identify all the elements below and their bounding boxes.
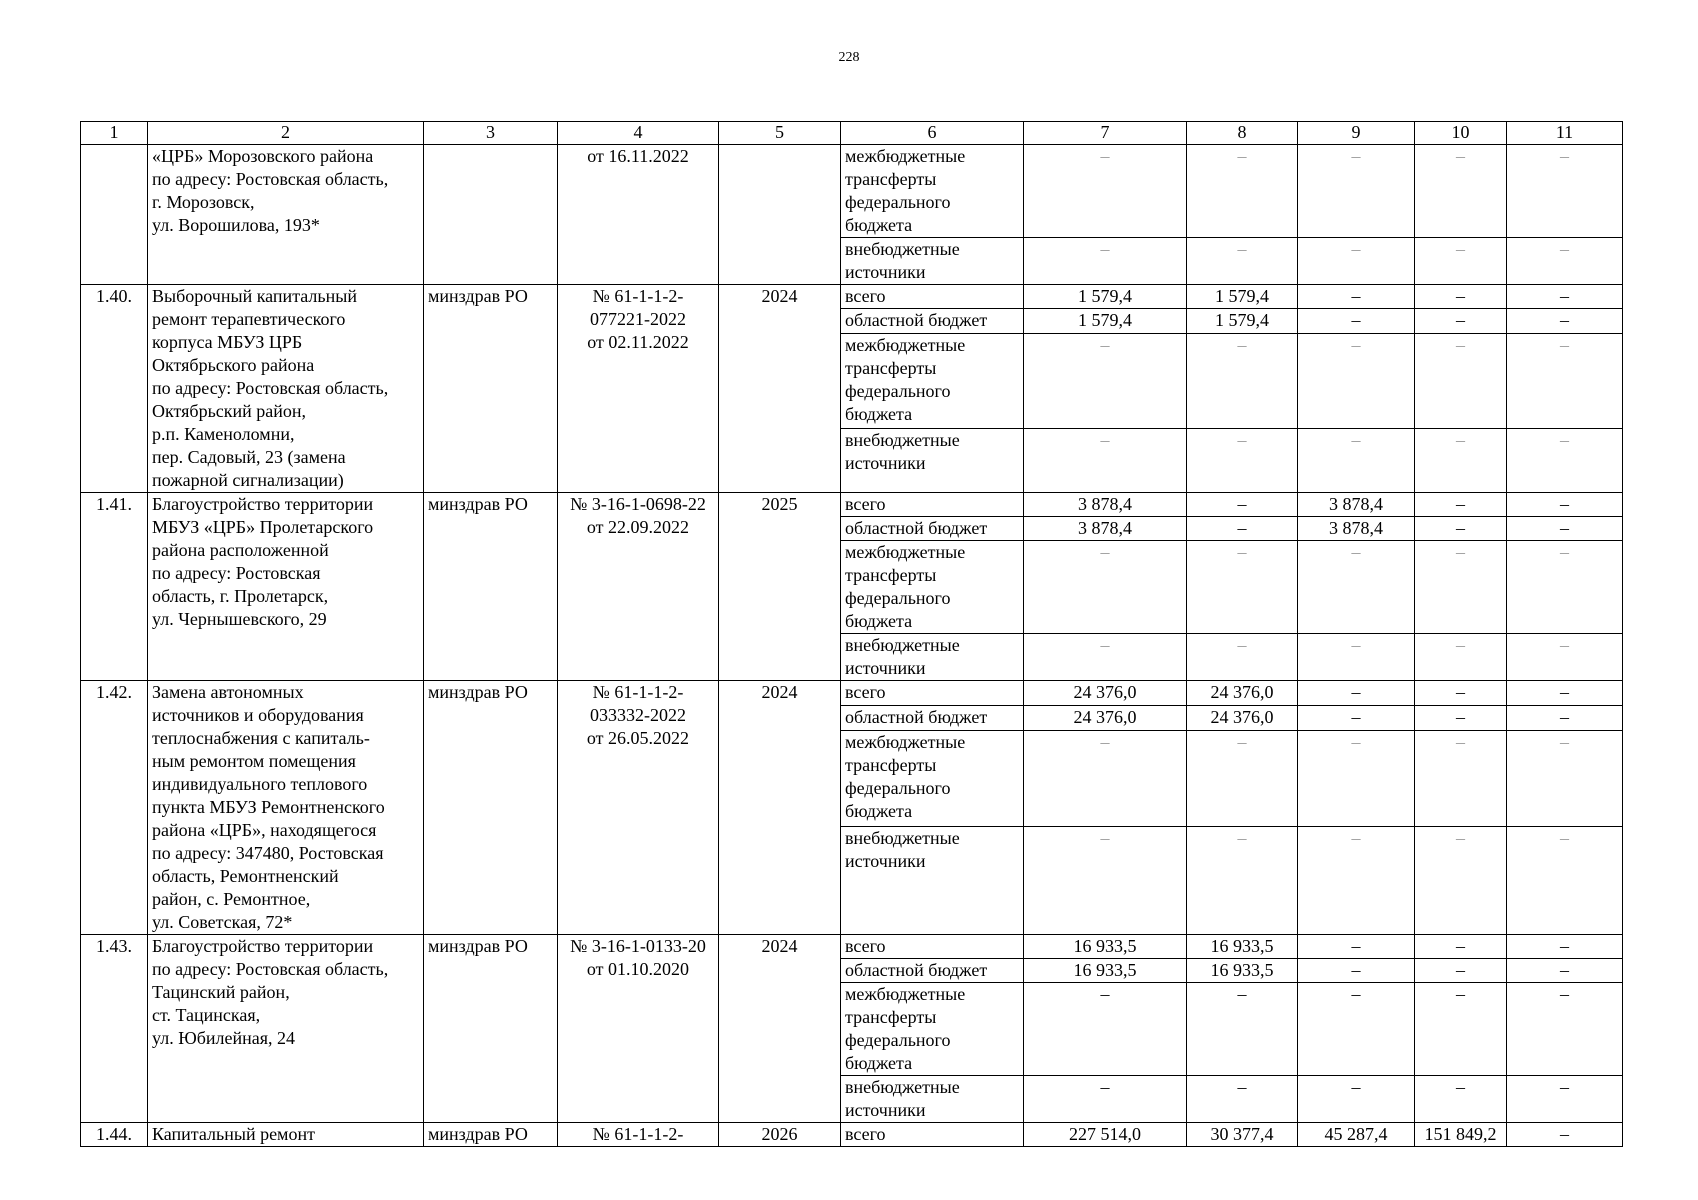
amount-cell: 24 376,0: [1187, 681, 1298, 706]
row-number-cell: 1.40.: [81, 285, 148, 493]
responsible-cell: минздрав РО: [424, 1123, 558, 1147]
table-row: [81, 681, 1623, 706]
amount-cell: –: [1024, 634, 1187, 681]
amount-cell: –: [1298, 541, 1415, 634]
header-row: [81, 122, 1623, 145]
funding-source-cell: областной бюджет: [841, 959, 1024, 983]
funding-source-cell: внебюджетные источники: [841, 826, 1024, 934]
amount-cell: –: [1507, 1076, 1623, 1123]
amount-cell: –: [1415, 935, 1507, 959]
amount-cell: –: [1415, 1076, 1507, 1123]
table-row: [81, 935, 1623, 959]
amount-cell: –: [1187, 238, 1298, 285]
amount-cell: 24 376,0: [1187, 705, 1298, 730]
column-header: 2: [148, 122, 424, 145]
funding-source-cell: всего: [841, 1123, 1024, 1147]
year-cell: 2026: [719, 1123, 841, 1147]
amount-cell: –: [1415, 238, 1507, 285]
funding-source-cell: областной бюджет: [841, 517, 1024, 541]
amount-cell: –: [1507, 634, 1623, 681]
amount-cell: –: [1507, 959, 1623, 983]
amount-cell: –: [1507, 826, 1623, 934]
amount-cell: –: [1187, 517, 1298, 541]
funding-source-cell: межбюджетные трансферты федерального бюджета: [841, 541, 1024, 634]
amount-cell: –: [1298, 1076, 1415, 1123]
amount-cell: 1 579,4: [1024, 309, 1187, 333]
amount-cell: –: [1415, 517, 1507, 541]
amount-cell: –: [1187, 730, 1298, 826]
funding-source-cell: внебюджетные источники: [841, 1076, 1024, 1123]
amount-cell: –: [1415, 959, 1507, 983]
column-header: 3: [424, 122, 558, 145]
funding-source-cell: всего: [841, 681, 1024, 706]
amount-cell: 45 287,4: [1298, 1123, 1415, 1147]
amount-cell: –: [1507, 1123, 1623, 1147]
amount-cell: –: [1298, 428, 1415, 492]
expertise-doc-cell: № 61-1-1-2- 077221-2022 от 02.11.2022: [558, 285, 719, 493]
year-cell: 2025: [719, 493, 841, 681]
amount-cell: –: [1415, 428, 1507, 492]
funding-source-cell: межбюджетные трансферты федерального бюджета: [841, 145, 1024, 238]
amount-cell: –: [1298, 935, 1415, 959]
amount-cell: –: [1298, 730, 1415, 826]
budget-table: [80, 121, 1623, 1147]
amount-cell: –: [1298, 826, 1415, 934]
responsible-cell: минздрав РО: [424, 493, 558, 681]
funding-source-cell: областной бюджет: [841, 705, 1024, 730]
amount-cell: –: [1507, 493, 1623, 517]
amount-cell: –: [1415, 145, 1507, 238]
amount-cell: –: [1507, 681, 1623, 706]
amount-cell: –: [1507, 705, 1623, 730]
amount-cell: –: [1298, 681, 1415, 706]
amount-cell: 16 933,5: [1187, 935, 1298, 959]
amount-cell: –: [1298, 983, 1415, 1076]
amount-cell: –: [1415, 826, 1507, 934]
row-number-cell: [81, 145, 148, 285]
amount-cell: 16 933,5: [1024, 935, 1187, 959]
amount-cell: –: [1415, 705, 1507, 730]
amount-cell: –: [1024, 145, 1187, 238]
amount-cell: –: [1507, 983, 1623, 1076]
object-name-cell: Благоустройство территории МБУЗ «ЦРБ» Пролетарского района расположенной по адресу: Ростовская область, г. Пролетарск, ул. Чернышевского, 29: [148, 493, 424, 681]
amount-cell: –: [1298, 959, 1415, 983]
amount-cell: 3 878,4: [1298, 517, 1415, 541]
amount-cell: –: [1415, 681, 1507, 706]
column-header: 1: [81, 122, 148, 145]
object-name-cell: Замена автономных источников и оборудования теплоснабжения с капиталь- ным ремонтом помещения индивидуального теплового пункта МБУЗ Ремонтненского района «ЦРБ», находящегося по адресу: 347480, Ростовская область, Ремонтненский район, с. Ремонтное, ул. Советская, 72*: [148, 681, 424, 935]
amount-cell: –: [1187, 983, 1298, 1076]
amount-cell: –: [1298, 705, 1415, 730]
column-header: 11: [1507, 122, 1623, 145]
amount-cell: 3 878,4: [1024, 517, 1187, 541]
responsible-cell: минздрав РО: [424, 935, 558, 1123]
table-row: [81, 1123, 1623, 1147]
funding-source-cell: межбюджетные трансферты федерального бюджета: [841, 333, 1024, 428]
column-header: 9: [1298, 122, 1415, 145]
amount-cell: 3 878,4: [1298, 493, 1415, 517]
amount-cell: –: [1507, 309, 1623, 333]
amount-cell: 16 933,5: [1024, 959, 1187, 983]
funding-source-cell: областной бюджет: [841, 309, 1024, 333]
amount-cell: –: [1024, 1076, 1187, 1123]
amount-cell: 30 377,4: [1187, 1123, 1298, 1147]
amount-cell: –: [1024, 238, 1187, 285]
funding-source-cell: межбюджетные трансферты федерального бюджета: [841, 983, 1024, 1076]
amount-cell: –: [1507, 428, 1623, 492]
column-header: 6: [841, 122, 1024, 145]
amount-cell: –: [1024, 333, 1187, 428]
amount-cell: –: [1507, 333, 1623, 428]
amount-cell: –: [1415, 285, 1507, 309]
amount-cell: –: [1187, 634, 1298, 681]
amount-cell: –: [1415, 730, 1507, 826]
amount-cell: –: [1187, 826, 1298, 934]
amount-cell: –: [1507, 541, 1623, 634]
amount-cell: –: [1415, 983, 1507, 1076]
amount-cell: –: [1415, 541, 1507, 634]
amount-cell: –: [1415, 493, 1507, 517]
amount-cell: 151 849,2: [1415, 1123, 1507, 1147]
object-name-cell: Благоустройство территории по адресу: Ростовская область, Тацинский район, ст. Тацинская, ул. Юбилейная, 24: [148, 935, 424, 1123]
year-cell: [719, 145, 841, 285]
amount-cell: 3 878,4: [1024, 493, 1187, 517]
amount-cell: 227 514,0: [1024, 1123, 1187, 1147]
amount-cell: –: [1298, 634, 1415, 681]
funding-source-cell: внебюджетные источники: [841, 238, 1024, 285]
expertise-doc-cell: № 3-16-1-0133-20 от 01.10.2020: [558, 935, 719, 1123]
amount-cell: –: [1507, 285, 1623, 309]
page-number: 228: [838, 50, 860, 65]
responsible-cell: [424, 145, 558, 285]
expertise-doc-cell: № 3-16-1-0698-22 от 22.09.2022: [558, 493, 719, 681]
expertise-doc-cell: от 16.11.2022: [558, 145, 719, 285]
amount-cell: –: [1298, 309, 1415, 333]
amount-cell: –: [1187, 493, 1298, 517]
amount-cell: –: [1507, 517, 1623, 541]
year-cell: 2024: [719, 285, 841, 493]
amount-cell: –: [1024, 983, 1187, 1076]
object-name-cell: Капитальный ремонт: [148, 1123, 424, 1147]
column-header: 5: [719, 122, 841, 145]
year-cell: 2024: [719, 935, 841, 1123]
column-header: 10: [1415, 122, 1507, 145]
table-row: [81, 145, 1623, 238]
funding-source-cell: всего: [841, 285, 1024, 309]
amount-cell: –: [1187, 333, 1298, 428]
amount-cell: –: [1507, 145, 1623, 238]
amount-cell: –: [1298, 333, 1415, 428]
amount-cell: –: [1415, 309, 1507, 333]
row-number-cell: 1.41.: [81, 493, 148, 681]
table-row: [81, 285, 1623, 309]
funding-source-cell: внебюджетные источники: [841, 428, 1024, 492]
amount-cell: 1 579,4: [1024, 285, 1187, 309]
funding-source-cell: всего: [841, 935, 1024, 959]
amount-cell: –: [1187, 428, 1298, 492]
amount-cell: 24 376,0: [1024, 681, 1187, 706]
amount-cell: 16 933,5: [1187, 959, 1298, 983]
amount-cell: –: [1507, 238, 1623, 285]
responsible-cell: минздрав РО: [424, 285, 558, 493]
row-number-cell: 1.42.: [81, 681, 148, 935]
row-number-cell: 1.43.: [81, 935, 148, 1123]
amount-cell: –: [1187, 1076, 1298, 1123]
expertise-doc-cell: № 61-1-1-2-: [558, 1123, 719, 1147]
funding-source-cell: внебюджетные источники: [841, 634, 1024, 681]
column-header: 7: [1024, 122, 1187, 145]
amount-cell: 24 376,0: [1024, 705, 1187, 730]
amount-cell: –: [1024, 826, 1187, 934]
amount-cell: –: [1507, 935, 1623, 959]
amount-cell: –: [1187, 145, 1298, 238]
amount-cell: –: [1415, 333, 1507, 428]
amount-cell: –: [1024, 730, 1187, 826]
column-header: 4: [558, 122, 719, 145]
amount-cell: –: [1298, 238, 1415, 285]
amount-cell: –: [1024, 428, 1187, 492]
object-name-cell: «ЦРБ» Морозовского района по адресу: Ростовская область, г. Морозовск, ул. Ворошилова, 193*: [148, 145, 424, 285]
amount-cell: 1 579,4: [1187, 309, 1298, 333]
amount-cell: –: [1507, 730, 1623, 826]
amount-cell: –: [1415, 634, 1507, 681]
funding-source-cell: межбюджетные трансферты федерального бюджета: [841, 730, 1024, 826]
table-row: [81, 493, 1623, 517]
amount-cell: –: [1298, 145, 1415, 238]
column-header: 8: [1187, 122, 1298, 145]
responsible-cell: минздрав РО: [424, 681, 558, 935]
amount-cell: –: [1298, 285, 1415, 309]
amount-cell: 1 579,4: [1187, 285, 1298, 309]
amount-cell: –: [1024, 541, 1187, 634]
amount-cell: –: [1187, 541, 1298, 634]
row-number-cell: 1.44.: [81, 1123, 148, 1147]
expertise-doc-cell: № 61-1-1-2- 033332-2022 от 26.05.2022: [558, 681, 719, 935]
year-cell: 2024: [719, 681, 841, 935]
object-name-cell: Выборочный капитальный ремонт терапевтического корпуса МБУЗ ЦРБ Октябрьского района по адресу: Ростовская область, Октябрьский район, р.п. Каменоломни, пер. Садовый, 23 (замена пожарной сигнализации): [148, 285, 424, 493]
funding-source-cell: всего: [841, 493, 1024, 517]
